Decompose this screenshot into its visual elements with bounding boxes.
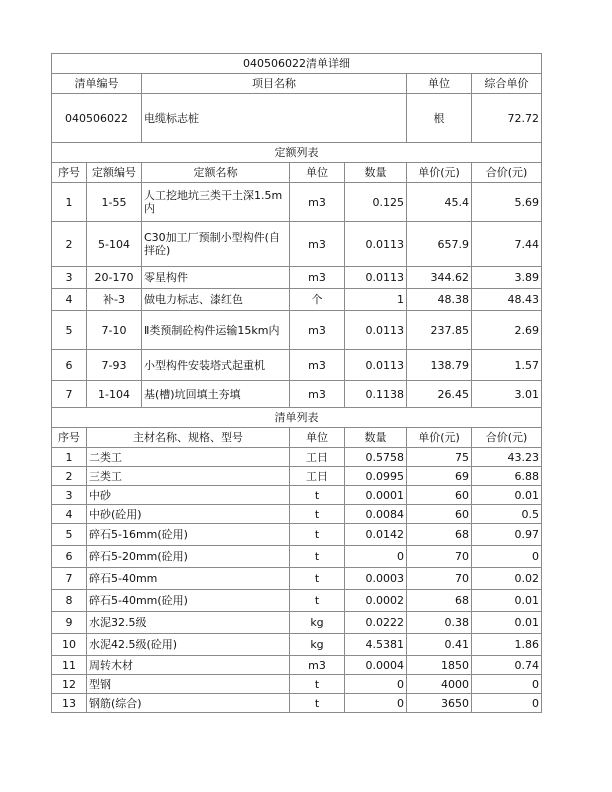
quota-name: 零星构件: [142, 267, 290, 289]
quota-qty: 0.0113: [345, 350, 407, 381]
material-total: 0.5: [472, 505, 542, 524]
item-unit-header: 单位: [407, 74, 472, 94]
quota-qty: 0.125: [345, 183, 407, 222]
material-no: 5: [52, 524, 87, 546]
material-total: 0: [472, 546, 542, 568]
quota-unit: m3: [290, 350, 345, 381]
quota-unit: m3: [290, 222, 345, 267]
material-name: 中砂(砼用): [87, 505, 290, 524]
material-qty: 0.0142: [345, 524, 407, 546]
material-row: [52, 524, 542, 546]
quota-no: 3: [52, 267, 87, 289]
quota-total: 3.01: [472, 381, 542, 408]
material-name: 型钢: [87, 675, 290, 694]
material-name: 水泥32.5级: [87, 612, 290, 634]
quota-row: [52, 311, 542, 350]
materials-col-unit: 单位: [290, 428, 345, 448]
material-qty: 0.0995: [345, 467, 407, 486]
material-row: [52, 634, 542, 656]
quota-qty: 0.0113: [345, 222, 407, 267]
material-qty: 0: [345, 694, 407, 713]
item-name-header: 项目名称: [142, 74, 407, 94]
quota-no: 5: [52, 311, 87, 350]
material-row: [52, 590, 542, 612]
materials-col-name: 主材名称、规格、型号: [87, 428, 290, 448]
material-qty: 4.5381: [345, 634, 407, 656]
material-name: 周转木材: [87, 656, 290, 675]
material-price: 68: [407, 590, 472, 612]
quota-code: 7-93: [87, 350, 142, 381]
material-no: 10: [52, 634, 87, 656]
material-total: 43.23: [472, 448, 542, 467]
material-row: [52, 675, 542, 694]
material-price: 70: [407, 546, 472, 568]
material-unit: 工日: [290, 467, 345, 486]
material-total: 0.02: [472, 568, 542, 590]
item-name: 电缆标志桩: [142, 94, 407, 143]
material-row: [52, 505, 542, 524]
quota-code: 1-104: [87, 381, 142, 408]
quota-col-code: 定额编号: [87, 163, 142, 183]
material-no: 3: [52, 486, 87, 505]
material-qty: 0: [345, 546, 407, 568]
material-row: [52, 568, 542, 590]
quota-price: 657.9: [407, 222, 472, 267]
material-no: 6: [52, 546, 87, 568]
material-total: 0: [472, 694, 542, 713]
material-total: 0.01: [472, 612, 542, 634]
material-total: 1.86: [472, 634, 542, 656]
quota-qty: 1: [345, 289, 407, 311]
quota-total: 2.69: [472, 311, 542, 350]
quota-total: 3.89: [472, 267, 542, 289]
material-name: 碎石5-40mm(砼用): [87, 590, 290, 612]
quota-unit: m3: [290, 183, 345, 222]
material-total: 0.01: [472, 486, 542, 505]
material-unit: t: [290, 590, 345, 612]
material-qty: 0.5758: [345, 448, 407, 467]
material-unit: t: [290, 524, 345, 546]
material-row: [52, 448, 542, 467]
material-total: 6.88: [472, 467, 542, 486]
material-unit: t: [290, 675, 345, 694]
quota-price: 237.85: [407, 311, 472, 350]
quota-qty: 0.0113: [345, 311, 407, 350]
quota-row: [52, 381, 542, 408]
material-qty: 0: [345, 675, 407, 694]
materials-col-no: 序号: [52, 428, 87, 448]
quota-no: 6: [52, 350, 87, 381]
material-name: 碎石5-20mm(砼用): [87, 546, 290, 568]
quota-name: Ⅱ类预制砼构件运输15km内: [142, 311, 290, 350]
quota-col-qty: 数量: [345, 163, 407, 183]
quota-header-row: [52, 163, 542, 183]
material-price: 69: [407, 467, 472, 486]
quota-name: C30加工厂预制小型构件(自拌砼): [142, 222, 290, 267]
material-unit: t: [290, 568, 345, 590]
quota-no: 2: [52, 222, 87, 267]
material-name: 碎石5-40mm: [87, 568, 290, 590]
quota-code: 补-3: [87, 289, 142, 311]
material-no: 1: [52, 448, 87, 467]
quota-name: 基(槽)坑回填土夯填: [142, 381, 290, 408]
material-name: 中砂: [87, 486, 290, 505]
quota-code: 20-170: [87, 267, 142, 289]
material-no: 8: [52, 590, 87, 612]
quota-row: [52, 350, 542, 381]
quota-col-unit: 单位: [290, 163, 345, 183]
material-qty: 0.0002: [345, 590, 407, 612]
material-name: 三类工: [87, 467, 290, 486]
material-row: [52, 486, 542, 505]
quota-price: 45.4: [407, 183, 472, 222]
material-row: [52, 656, 542, 675]
material-price: 60: [407, 486, 472, 505]
material-unit: t: [290, 546, 345, 568]
material-no: 11: [52, 656, 87, 675]
quota-unit: 个: [290, 289, 345, 311]
material-price: 1850: [407, 656, 472, 675]
item-row: [52, 94, 542, 143]
quota-col-total: 合价(元): [472, 163, 542, 183]
material-price: 75: [407, 448, 472, 467]
quota-code: 7-10: [87, 311, 142, 350]
quota-col-no: 序号: [52, 163, 87, 183]
material-price: 4000: [407, 675, 472, 694]
bill-detail-table: [51, 53, 542, 713]
quota-unit: m3: [290, 311, 345, 350]
quota-section-title: 定额列表: [52, 143, 542, 163]
materials-section-title: 清单列表: [52, 408, 542, 428]
materials-header-row: [52, 428, 542, 448]
quota-qty: 0.0113: [345, 267, 407, 289]
material-name: 二类工: [87, 448, 290, 467]
material-row: [52, 694, 542, 713]
item-header-row: [52, 74, 542, 94]
material-unit: m3: [290, 656, 345, 675]
material-no: 4: [52, 505, 87, 524]
quota-unit: m3: [290, 267, 345, 289]
material-total: 0.97: [472, 524, 542, 546]
quota-col-name: 定额名称: [142, 163, 290, 183]
materials-col-qty: 数量: [345, 428, 407, 448]
material-qty: 0.0003: [345, 568, 407, 590]
material-price: 3650: [407, 694, 472, 713]
item-price-header: 综合单价: [472, 74, 542, 94]
material-unit: t: [290, 694, 345, 713]
quota-name: 人工挖地坑三类干土深1.5m内: [142, 183, 290, 222]
item-code-header: 清单编号: [52, 74, 142, 94]
material-no: 12: [52, 675, 87, 694]
material-unit: kg: [290, 612, 345, 634]
quota-price: 26.45: [407, 381, 472, 408]
quota-price: 48.38: [407, 289, 472, 311]
material-row: [52, 467, 542, 486]
material-total: 0.01: [472, 590, 542, 612]
quota-total: 5.69: [472, 183, 542, 222]
item-price: 72.72: [472, 94, 542, 143]
material-no: 13: [52, 694, 87, 713]
material-total: 0: [472, 675, 542, 694]
item-unit: 根: [407, 94, 472, 143]
quota-row: [52, 222, 542, 267]
sheet-title: 040506022清单详细: [52, 54, 542, 74]
material-price: 60: [407, 505, 472, 524]
material-unit: 工日: [290, 448, 345, 467]
material-no: 9: [52, 612, 87, 634]
quota-total: 1.57: [472, 350, 542, 381]
material-no: 7: [52, 568, 87, 590]
material-qty: 0.0001: [345, 486, 407, 505]
material-row: [52, 612, 542, 634]
quota-total: 48.43: [472, 289, 542, 311]
material-price: 0.38: [407, 612, 472, 634]
quota-col-price: 单价(元): [407, 163, 472, 183]
material-unit: t: [290, 486, 345, 505]
quota-total: 7.44: [472, 222, 542, 267]
materials-col-total: 合价(元): [472, 428, 542, 448]
materials-col-price: 单价(元): [407, 428, 472, 448]
material-price: 68: [407, 524, 472, 546]
quota-qty: 0.1138: [345, 381, 407, 408]
quota-no: 4: [52, 289, 87, 311]
quota-no: 7: [52, 381, 87, 408]
material-no: 2: [52, 467, 87, 486]
material-total: 0.74: [472, 656, 542, 675]
quota-no: 1: [52, 183, 87, 222]
quota-row: [52, 183, 542, 222]
quota-code: 1-55: [87, 183, 142, 222]
material-unit: kg: [290, 634, 345, 656]
material-qty: 0.0222: [345, 612, 407, 634]
quota-name: 小型构件安装塔式起重机: [142, 350, 290, 381]
quota-code: 5-104: [87, 222, 142, 267]
material-unit: t: [290, 505, 345, 524]
material-name: 钢筋(综合): [87, 694, 290, 713]
material-qty: 0.0084: [345, 505, 407, 524]
material-name: 水泥42.5级(砼用): [87, 634, 290, 656]
quota-unit: m3: [290, 381, 345, 408]
quota-price: 138.79: [407, 350, 472, 381]
quota-row: [52, 289, 542, 311]
material-row: [52, 546, 542, 568]
material-name: 碎石5-16mm(砼用): [87, 524, 290, 546]
item-code: 040506022: [52, 94, 142, 143]
quota-price: 344.62: [407, 267, 472, 289]
material-price: 70: [407, 568, 472, 590]
quota-row: [52, 267, 542, 289]
material-price: 0.41: [407, 634, 472, 656]
material-qty: 0.0004: [345, 656, 407, 675]
quota-name: 做电力标志、漆红色: [142, 289, 290, 311]
